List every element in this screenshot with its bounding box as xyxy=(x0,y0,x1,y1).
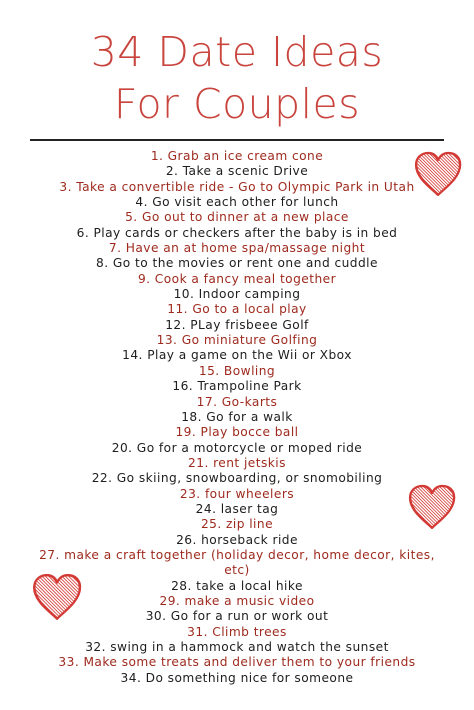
date-idea-item: 7. Have an at home spa/massage night xyxy=(108,241,366,256)
date-idea-item: 33. Make some treats and deliver them to your friends xyxy=(58,655,416,670)
date-idea-item: 20. Go for a motorcycle or moped ride xyxy=(111,440,363,455)
date-idea-item: 18. Go for a walk xyxy=(181,409,293,424)
date-idea-item: 22. Go skiing, snowboarding, or snomobiling xyxy=(91,471,383,486)
date-idea-item: 12. PLay frisbeee Golf xyxy=(165,317,309,332)
date-idea-item: 23. four wheelers xyxy=(179,486,295,501)
heart-icon xyxy=(412,150,464,198)
date-idea-item: 17. Go-karts xyxy=(196,394,278,409)
date-idea-item: 25. zip line xyxy=(200,517,274,532)
date-idea-item: 14. Play a game on the Wii or Xbox xyxy=(122,348,352,363)
date-idea-item: 16. Trampoline Park xyxy=(172,379,302,394)
date-idea-item: 21. rent jetskis xyxy=(188,455,286,470)
date-idea-item: 34. Do something nice for someone xyxy=(120,670,354,685)
date-idea-item: 32. swing in a hammock and watch the sunset xyxy=(85,640,389,654)
date-idea-item: 27. make a craft together (holiday decor, home decor, kites, etc) xyxy=(39,547,435,578)
date-idea-item: 6. Play cards or checkers after the baby is in bed xyxy=(76,225,398,240)
date-idea-item: 19. Play bocce ball xyxy=(175,425,299,440)
date-idea-item: 4. Go visit each other for lunch xyxy=(135,195,339,210)
page-title-line-2: For Couples xyxy=(113,80,361,128)
date-idea-item: 8. Go to the movies or rent one and cuddle xyxy=(96,256,378,271)
page-title-line-1: 34 Date Ideas xyxy=(90,28,384,76)
date-idea-item: 28. take a local hike xyxy=(171,578,303,593)
date-idea-item: 15. Bowling xyxy=(198,363,276,378)
heart-icon xyxy=(30,572,84,622)
date-idea-item: 30. Go for a run or work out xyxy=(145,609,329,624)
date-idea-item: 3. Take a convertible ride - Go to Olympic Park in Utah xyxy=(59,179,415,194)
date-idea-item: 26. horseback ride xyxy=(176,532,298,547)
date-idea-item: 24. laser tag xyxy=(195,501,279,516)
heart-icon xyxy=(406,482,458,532)
date-idea-item: 1. Grab an ice cream cone xyxy=(150,149,324,163)
date-idea-item: 2. Take a scenic Drive xyxy=(165,164,309,179)
date-idea-item: 10. Indoor camping xyxy=(173,287,301,302)
date-idea-item: 13. Go miniature Golfing xyxy=(156,333,318,348)
date-idea-item: 5. Go out to dinner at a new place xyxy=(125,210,349,225)
date-idea-item: 31. Climb trees xyxy=(187,624,287,639)
date-idea-item: 29. make a music video xyxy=(159,593,315,608)
date-idea-item: 9. Cook a fancy meal together xyxy=(137,271,337,286)
date-idea-item: 11. Go to a local play xyxy=(167,302,307,317)
title-divider xyxy=(30,139,444,141)
